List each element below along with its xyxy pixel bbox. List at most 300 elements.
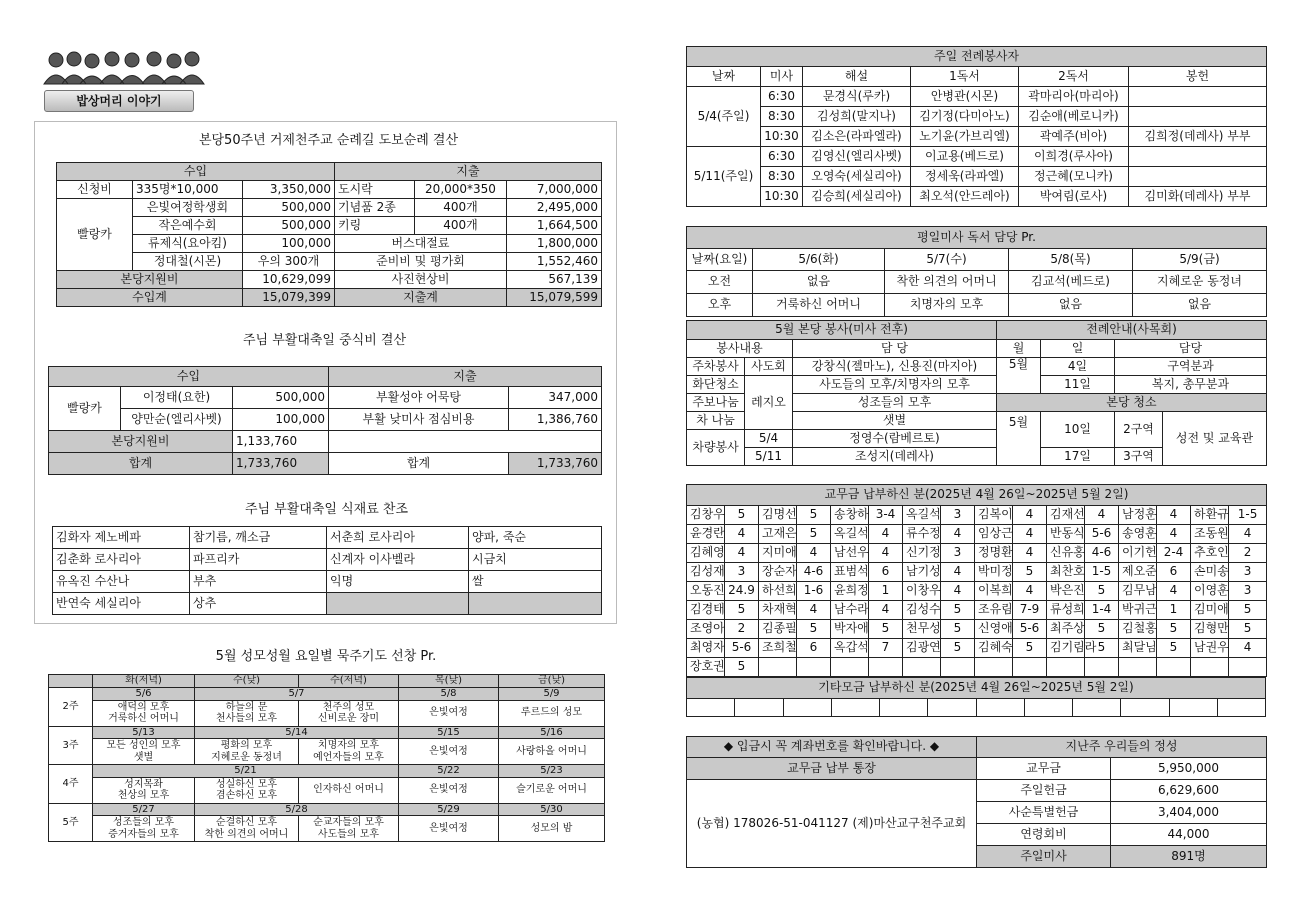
donor-name: 이복희 — [975, 582, 1013, 601]
donor-months: 4 — [797, 601, 831, 620]
donor-months: 6 — [869, 563, 903, 582]
cleaning-title: 본당 청소 — [997, 394, 1267, 412]
cell: 준비비 및 평가회 — [335, 253, 507, 271]
donor-name: 손미송 — [1191, 563, 1229, 582]
date: 5/27 — [93, 803, 195, 816]
cell: 44,000 — [1111, 824, 1267, 846]
cell: 김승희(세실리아) — [803, 187, 911, 207]
cell: 곽예주(비아) — [1019, 127, 1129, 147]
donor-name: 김종필 — [759, 620, 797, 639]
donor-name: 김재선 — [1047, 506, 1085, 525]
date: 5/13 — [93, 726, 195, 739]
cell: 6,629,600 — [1111, 780, 1267, 802]
easter-title: 주님 부활대축일 중식비 결산 — [242, 333, 407, 348]
donor-months — [1229, 658, 1267, 677]
total-label: 합계 — [49, 453, 233, 475]
donor-months: 4 — [869, 525, 903, 544]
cell: 3,350,000 — [243, 181, 335, 199]
donor-name: 최찬호 — [1047, 563, 1085, 582]
cell: 사순특별헌금 — [977, 802, 1111, 824]
cell: 7,000,000 — [507, 181, 602, 199]
date: 5/28 — [195, 803, 399, 816]
donor-months: 7-9 — [1013, 601, 1047, 620]
cell: 작은예수회 — [133, 217, 243, 235]
donor-months: 3 — [941, 544, 975, 563]
food-table — [52, 526, 602, 615]
logo — [36, 46, 208, 108]
income-header: 수입 — [57, 163, 335, 181]
date: 5/22 — [399, 765, 499, 778]
cell: 김순애(베로니카) — [1019, 107, 1129, 127]
cell: 성전 및 교육관 — [1163, 412, 1267, 466]
cell: 우의 300개 — [243, 253, 335, 271]
cell — [1024, 699, 1072, 717]
donor-months: 4 — [1229, 639, 1267, 658]
date: 5/8 — [399, 688, 499, 701]
head — [49, 675, 93, 688]
others-title: 기타모금 납부하신 분(2025년 4월 26일~2025년 5월 2일) — [687, 678, 1266, 699]
cell: 도시락 — [335, 181, 415, 199]
sunday-title: 주일 전례봉사자 — [687, 47, 1267, 67]
cell: 347,000 — [509, 387, 602, 409]
donor-months: 5 — [725, 601, 759, 620]
cell: 익명 — [327, 571, 469, 593]
cell: 사도들의 모후/치명자의 모후 — [793, 376, 997, 394]
donor-name — [1119, 658, 1157, 677]
date: 5/7 — [195, 688, 399, 701]
donor-name — [759, 658, 797, 677]
head: 일 — [1041, 340, 1115, 358]
cell: 평화의 모후 지혜로운 동정녀 — [195, 739, 299, 765]
donor-name: 신기정 — [903, 544, 941, 563]
cell: 지혜로운 동정녀 — [1133, 271, 1267, 294]
donor-name — [975, 658, 1013, 677]
cell: 버스대절료 — [335, 235, 507, 253]
cell: 5월 — [997, 412, 1041, 466]
donor-name: 표범석 — [831, 563, 869, 582]
donor-months: 4 — [941, 582, 975, 601]
cell: 10:30 — [761, 127, 803, 147]
donor-months — [869, 658, 903, 677]
cell — [469, 593, 602, 615]
cell: 1,552,460 — [507, 253, 602, 271]
donor-months: 5 — [725, 658, 759, 677]
cell: 김춘화 로사리아 — [53, 549, 190, 571]
cell: 1,664,500 — [507, 217, 602, 235]
donor-name: 최달님 — [1119, 639, 1157, 658]
donor-name: 윤희정 — [831, 582, 869, 601]
cell: 강창식(젤마노), 신용진(마지아) — [793, 358, 997, 376]
donor-name: 차재혁 — [759, 601, 797, 620]
head: 미사 — [761, 67, 803, 87]
donor-months: 5 — [797, 620, 831, 639]
donor-name: 김성재 — [687, 563, 725, 582]
donor-months: 4 — [797, 544, 831, 563]
donor-name: 김광연 — [903, 639, 941, 658]
cell: 본당지원비 — [57, 271, 243, 289]
donor-months: 5 — [869, 620, 903, 639]
donor-name: 윤경란 — [687, 525, 725, 544]
cell: 없음 — [1009, 294, 1133, 317]
donor-name: 하환규 — [1191, 506, 1229, 525]
week-label: 5주 — [49, 803, 93, 842]
cell: 8:30 — [761, 107, 803, 127]
cell: 없음 — [753, 271, 885, 294]
rosary-table — [48, 674, 605, 842]
cell: 주일미사 — [977, 846, 1111, 868]
donor-months: 5 — [1157, 620, 1191, 639]
cell: 화단청소 — [687, 376, 745, 394]
cell: 5/11 — [745, 448, 793, 466]
donor-months: 4 — [1085, 506, 1119, 525]
donor-name: 김복이 — [975, 506, 1013, 525]
donor-name: 이기헌 — [1119, 544, 1157, 563]
income-total: 15,079,399 — [243, 289, 335, 307]
cell: 주보나눔 — [687, 394, 745, 412]
donor-months: 2-4 — [1157, 544, 1191, 563]
cell: 순교자들의 모후 사도들의 모후 — [299, 816, 399, 842]
donor-name: 박자애 — [831, 620, 869, 639]
cell: 이희경(루사아) — [1019, 147, 1129, 167]
date: 5/14 — [195, 726, 399, 739]
donor-name: 조유림 — [975, 601, 1013, 620]
cell: 1,386,760 — [509, 409, 602, 431]
total-expense: 1,733,760 — [509, 453, 602, 475]
donor-name: 옥길석 — [831, 525, 869, 544]
donor-months: 4 — [1013, 506, 1047, 525]
donor-months: 4 — [1013, 525, 1047, 544]
donor-name: 이영훈 — [1191, 582, 1229, 601]
date: 5/11(주일) — [687, 147, 761, 207]
head: 화(저녁) — [93, 675, 195, 688]
head: 담 당 — [793, 340, 997, 358]
expense-total-label: 지출계 — [335, 289, 507, 307]
donor-months — [1013, 658, 1047, 677]
account-number: (농협) 178026-51-041127 (제)마산교구천주교회 — [687, 780, 977, 868]
donor-months: 3 — [725, 563, 759, 582]
account-notice: ◆ 입금시 꼭 계좌번호를 확인바랍니다. ◆ — [687, 737, 977, 758]
week-label: 4주 — [49, 765, 93, 804]
cell: 슬기로운 어머니 — [499, 777, 605, 803]
cell: 10:30 — [761, 187, 803, 207]
cell: 파프리카 — [190, 549, 327, 571]
cell: 순결하신 모후 착한 의견의 어머니 — [195, 816, 299, 842]
week-label: 2주 — [49, 688, 93, 727]
cell: 차 나눔 — [687, 412, 745, 430]
cell — [880, 699, 928, 717]
donor-name: 고재은 — [759, 525, 797, 544]
donor-name — [1191, 658, 1229, 677]
cell — [976, 699, 1024, 717]
week-label: 3주 — [49, 726, 93, 765]
cell: 문경식(루카) — [803, 87, 911, 107]
donor-months: 5 — [1229, 601, 1267, 620]
head: 날짜(요일) — [687, 249, 753, 271]
income-total-label: 수입계 — [57, 289, 243, 307]
cell — [1129, 167, 1267, 187]
cell: 곽마리아(마리아) — [1019, 87, 1129, 107]
cell: 20,000*350 — [415, 181, 507, 199]
donor-name: 박귀근 — [1119, 601, 1157, 620]
donor-name: 이창우 — [903, 582, 941, 601]
donor-months — [1157, 658, 1191, 677]
donor-months: 3 — [1229, 582, 1267, 601]
easter-table — [48, 366, 602, 475]
cell — [687, 699, 735, 717]
cell: 모든 성인의 모후 샛별 — [93, 739, 195, 765]
donor-months: 4 — [869, 601, 903, 620]
cell: 연령회비 — [977, 824, 1111, 846]
donor-months: 5 — [1229, 620, 1267, 639]
cell — [1129, 147, 1267, 167]
cell: 3구역 — [1115, 448, 1163, 466]
expense-total: 15,079,599 — [507, 289, 602, 307]
donor-name: 조영아 — [687, 620, 725, 639]
total-label: 합계 — [329, 453, 509, 475]
date: 5/4(주일) — [687, 87, 761, 147]
donor-months: 5 — [1085, 639, 1119, 658]
donor-months: 4-6 — [1085, 544, 1119, 563]
donor-name: 옥길석 — [903, 506, 941, 525]
donor-months: 5 — [941, 620, 975, 639]
donor-months: 4 — [1013, 544, 1047, 563]
donor-name — [1047, 658, 1085, 677]
donor-months: 4 — [941, 563, 975, 582]
cell: 5,950,000 — [1111, 758, 1267, 780]
cell: 400개 — [415, 217, 507, 235]
donor-months: 5 — [1013, 563, 1047, 582]
donor-name: 남권우 — [1191, 639, 1229, 658]
donor-months: 3 — [941, 506, 975, 525]
cell: 김기정(다미아노) — [911, 107, 1019, 127]
donor-name: 류수정 — [903, 525, 941, 544]
group-label: 빨랑카 — [57, 199, 133, 271]
donor-months: 7 — [869, 639, 903, 658]
donor-name: 장호권 — [687, 658, 725, 677]
cell: 서춘희 로사리아 — [327, 527, 469, 549]
donor-name: 박은진 — [1047, 582, 1085, 601]
cell: 노기윤(가브리엘) — [911, 127, 1019, 147]
donor-name: 남선우 — [831, 544, 869, 563]
date: 5/29 — [399, 803, 499, 816]
cell: 교무금 — [977, 758, 1111, 780]
cell: 김영신(엘리사벳) — [803, 147, 911, 167]
donor-name: 김성수 — [903, 601, 941, 620]
donor-name: 김철홍 — [1119, 620, 1157, 639]
cell: 정근혜(모니카) — [1019, 167, 1129, 187]
donor-months: 6 — [797, 639, 831, 658]
cell: 최오석(안드레아) — [911, 187, 1019, 207]
cell: 2구역 — [1115, 412, 1163, 448]
donor-months: 5 — [1085, 582, 1119, 601]
donor-name: 김명선 — [759, 506, 797, 525]
cell: 은빛여정 — [399, 777, 499, 803]
donor-name: 장순자 — [759, 563, 797, 582]
head: 2독서 — [1019, 67, 1129, 87]
donor-months: 1 — [869, 582, 903, 601]
head: 수(저녁) — [299, 675, 399, 688]
cell: 기념품 2종 — [335, 199, 415, 217]
cell: 은빛여정 — [399, 700, 499, 726]
account-offering-table — [686, 736, 1267, 868]
head: 5/7(수) — [885, 249, 1009, 271]
cell: 5월 — [997, 358, 1041, 394]
rosary-title: 5월 성모성월 요일별 묵주기도 선창 Pr. — [215, 649, 437, 664]
settlement-title: 본당50주년 거제천주교 순례길 도보순례 결산 — [198, 133, 459, 148]
cell: 김소은(라파엘라) — [803, 127, 911, 147]
dues-title: 교무금 납부하신 분(2025년 4월 26일~2025년 5월 2일) — [687, 485, 1267, 506]
date: 5/6 — [93, 688, 195, 701]
donor-months: 4 — [725, 525, 759, 544]
head: 해설 — [803, 67, 911, 87]
donor-months: 2 — [725, 620, 759, 639]
cell — [928, 699, 976, 717]
total-income: 1,733,760 — [233, 453, 329, 475]
donor-months: 24.9 — [725, 582, 759, 601]
cell: 335명*10,000 — [133, 181, 243, 199]
cell — [1121, 699, 1169, 717]
donor-name: 정명환 — [975, 544, 1013, 563]
donor-months: 5-6 — [725, 639, 759, 658]
cell: 891명 — [1111, 846, 1267, 868]
head: 5/6(화) — [753, 249, 885, 271]
cell: 거룩하신 어머니 — [753, 294, 885, 317]
cell: 이교용(베드로) — [911, 147, 1019, 167]
cell: 양만순(엘리사벳) — [121, 409, 233, 431]
cell: 567,139 — [507, 271, 602, 289]
weekday-readers-table — [686, 226, 1267, 317]
cell: 은빛여정학생회 — [133, 199, 243, 217]
cell: 차량봉사 — [687, 430, 745, 466]
cell: 100,000 — [243, 235, 335, 253]
date: 5/23 — [499, 765, 605, 778]
cell: 17일 — [1041, 448, 1115, 466]
cell: 안병관(시몬) — [911, 87, 1019, 107]
donor-name — [831, 658, 869, 677]
cell: 하늘의 문 천사들의 모후 — [195, 700, 299, 726]
donor-months — [941, 658, 975, 677]
cell: 치명자의 모후 예언자들의 모후 — [299, 739, 399, 765]
cell — [1129, 107, 1267, 127]
donor-name: 최영자 — [687, 639, 725, 658]
donor-name: 송창하 — [831, 506, 869, 525]
donor-name: 오동진 — [687, 582, 725, 601]
donor-name: 신영애 — [975, 620, 1013, 639]
date: 5/30 — [499, 803, 605, 816]
cell: 성조들의 모후 증거자들의 모후 — [93, 816, 195, 842]
donor-name: 김형만 — [1191, 620, 1229, 639]
cell: 류제식(요아킴) — [133, 235, 243, 253]
cell: 11일 — [1041, 376, 1115, 394]
cell: 시금치 — [469, 549, 602, 571]
donor-name: 김미애 — [1191, 601, 1229, 620]
donor-name: 남수라 — [831, 601, 869, 620]
cell: 김희정(데레사) 부부 — [1129, 127, 1267, 147]
donor-months: 5 — [1013, 639, 1047, 658]
head: 담당 — [1115, 340, 1267, 358]
donor-name: 신유홍 — [1047, 544, 1085, 563]
cell — [831, 699, 879, 717]
cell: 인자하신 어머니 — [299, 777, 399, 803]
cell: 4일 — [1041, 358, 1115, 376]
dues-table — [686, 484, 1267, 677]
cell: 주차봉사 — [687, 358, 745, 376]
cell: 조성지(데레사) — [793, 448, 997, 466]
head: 목(낮) — [399, 675, 499, 688]
donor-months: 5 — [797, 525, 831, 544]
donor-months: 4-6 — [797, 563, 831, 582]
cell: 오영숙(세실리아) — [803, 167, 911, 187]
donor-name: 김무남 — [1119, 582, 1157, 601]
head: 5/9(금) — [1133, 249, 1267, 271]
cell: 치명자의 모후 — [885, 294, 1009, 317]
cell: 복지, 총무분과 — [1115, 376, 1267, 394]
donor-name: 반동식 — [1047, 525, 1085, 544]
cell: 김성희(말지나) — [803, 107, 911, 127]
donor-months: 5 — [725, 506, 759, 525]
expense-header: 지출 — [335, 163, 602, 181]
donor-name: 제오준 — [1119, 563, 1157, 582]
cell: 오후 — [687, 294, 753, 317]
head: 수(낮) — [195, 675, 299, 688]
expense-header: 지출 — [329, 367, 602, 387]
donor-months: 5 — [1085, 620, 1119, 639]
logo-banner: 밥상머리 이야기 — [44, 90, 194, 112]
donor-name: 천무성 — [903, 620, 941, 639]
donor-name: 남정훈 — [1119, 506, 1157, 525]
donor-name: 하선희 — [759, 582, 797, 601]
cell: 6:30 — [761, 147, 803, 167]
donor-months: 5-6 — [1085, 525, 1119, 544]
cell: 김교석(베드로) — [1009, 271, 1133, 294]
donor-months: 6 — [1157, 563, 1191, 582]
donor-months: 4 — [1157, 525, 1191, 544]
food-title: 주님 부활대축일 식재료 찬조 — [244, 502, 409, 517]
donor-months: 5 — [797, 506, 831, 525]
cell — [327, 593, 469, 615]
cell: 500,000 — [243, 217, 335, 235]
sunday-servers-table — [686, 46, 1267, 207]
cell: 신계자 이사벨라 — [327, 549, 469, 571]
date: 5/15 — [399, 726, 499, 739]
cell: 상추 — [190, 593, 327, 615]
cell: 10,629,099 — [243, 271, 335, 289]
cell — [735, 699, 783, 717]
donor-name: 류성희 — [1047, 601, 1085, 620]
donor-name: 김혜숙 — [975, 639, 1013, 658]
donor-name: 최주상 — [1047, 620, 1085, 639]
donor-months: 4 — [1013, 582, 1047, 601]
cell: 주일헌금 — [977, 780, 1111, 802]
donor-months: 1 — [1157, 601, 1191, 620]
cell: 8:30 — [761, 167, 803, 187]
head: 날짜 — [687, 67, 761, 87]
cell — [329, 431, 602, 453]
donor-months: 4 — [1229, 525, 1267, 544]
donor-name: 남기성 — [903, 563, 941, 582]
donor-name: 추호인 — [1191, 544, 1229, 563]
cell — [1073, 699, 1121, 717]
cell: 부추 — [190, 571, 327, 593]
cell: 레지오 — [745, 376, 793, 430]
cell — [1169, 699, 1217, 717]
cell: 양파, 죽순 — [469, 527, 602, 549]
donor-name: 박미정 — [975, 563, 1013, 582]
cell: 2,495,000 — [507, 199, 602, 217]
offering-title: 지난주 우리들의 정성 — [977, 737, 1267, 758]
cell: 유옥진 수산나 — [53, 571, 190, 593]
cell: 참기름, 깨소금 — [190, 527, 327, 549]
